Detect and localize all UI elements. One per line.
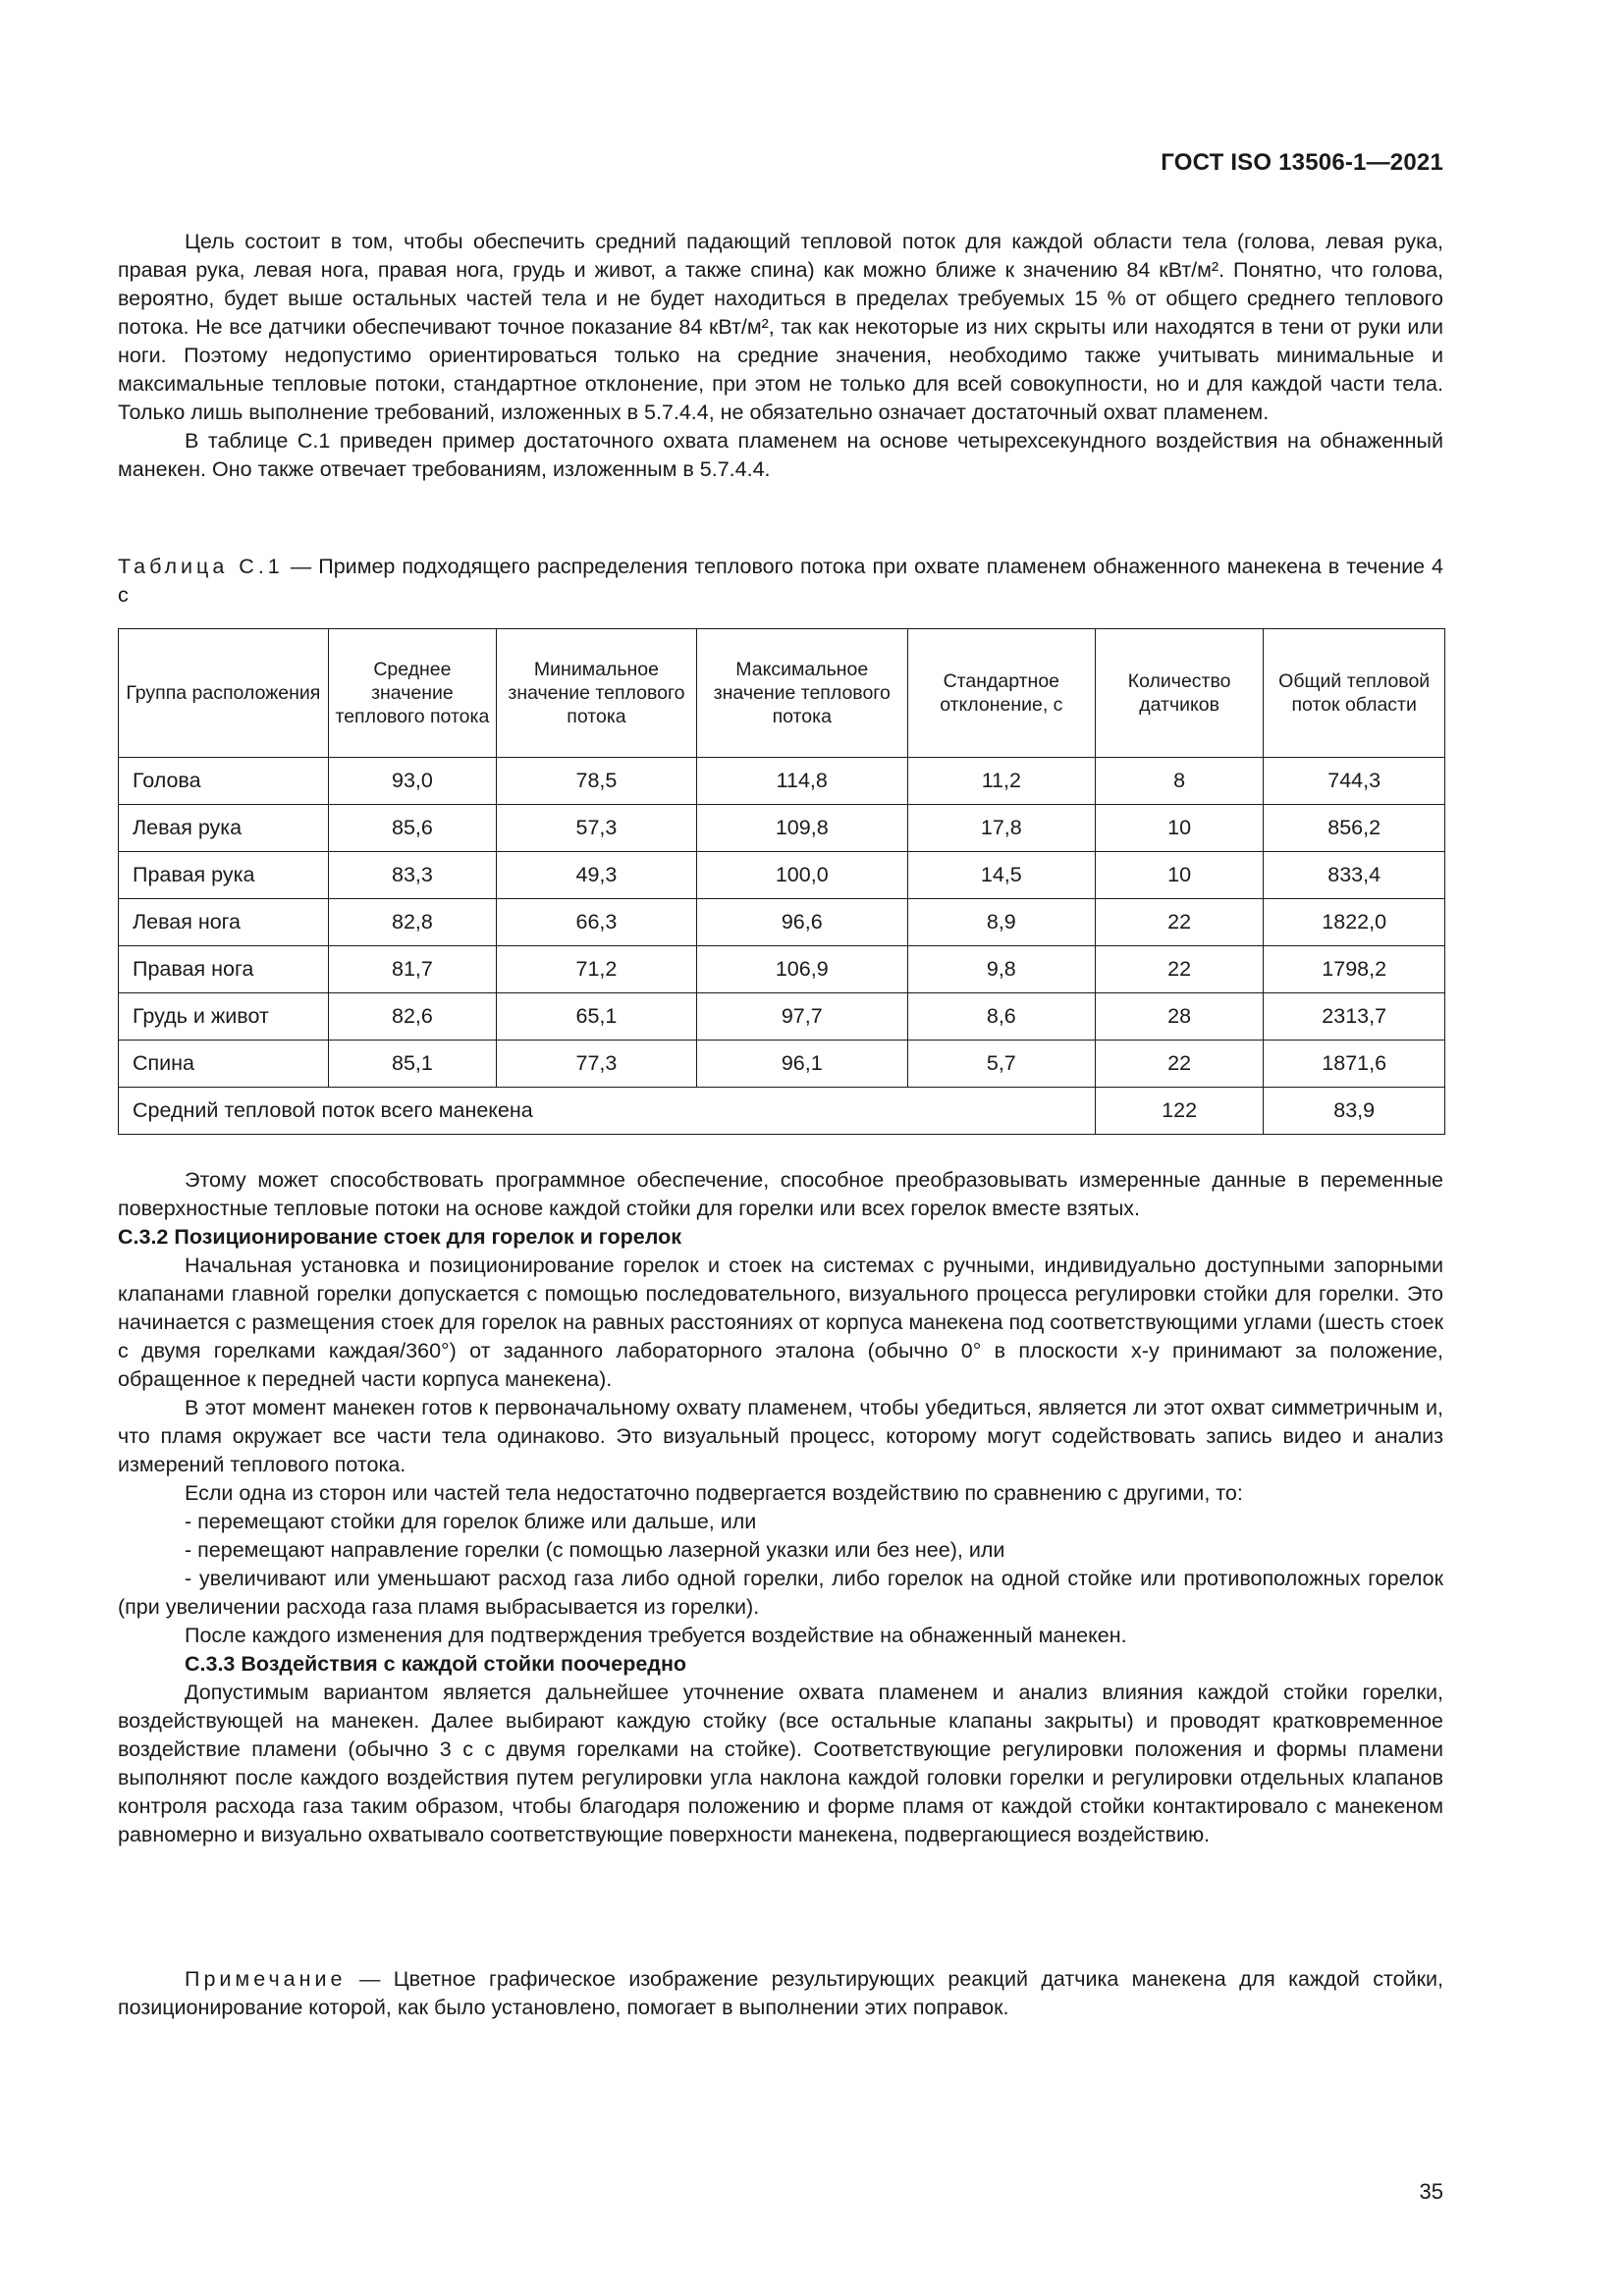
table-cell: 65,1 <box>497 993 697 1041</box>
list-item: - увеличивают или уменьшают расход газа либо одной горелки, либо горелок на одной стойке или противоположных горелок (при увеличении расхода газа пламя выбрасывается из горелки). <box>118 1567 1443 1619</box>
table-cell: Голова <box>119 758 329 805</box>
list-item: - перемещают направление горелки (с помощью лазерной указки или без нее), или <box>185 1538 1005 1562</box>
table-cell: 14,5 <box>907 852 1095 899</box>
body-paragraph: Этому может способствовать программное обеспечение, способное преобразовывать измеренные данные в переменные поверхностные тепловые потоки на основе каждой стойки для горелки или всех горелок вместе взятых. <box>118 1168 1443 1220</box>
column-header: Количество датчиков <box>1095 629 1264 758</box>
intro-section <box>118 228 1443 484</box>
column-header: Максимальное значение теплового потока <box>696 629 907 758</box>
table-cell: 114,8 <box>696 758 907 805</box>
table-cell: 22 <box>1095 899 1264 946</box>
total-label-cell: Средний тепловой поток всего манекена <box>119 1088 1096 1135</box>
total-value-cell: 83,9 <box>1264 1088 1445 1135</box>
table-row <box>119 946 1445 993</box>
table-cell: 2313,7 <box>1264 993 1445 1041</box>
table-cell: 22 <box>1095 946 1264 993</box>
note-text: — Цветное графическое изображение результирующих реакций датчика манекена для каждой стойки, позиционирование которой, как было установлено, помогает в выполнении этих поправок. <box>118 1967 1443 2019</box>
table-cell: 28 <box>1095 993 1264 1041</box>
table-cell: 85,1 <box>328 1041 497 1088</box>
table-cell: 22 <box>1095 1041 1264 1088</box>
table-cell: Левая рука <box>119 805 329 852</box>
document-header: ГОСТ ISO 13506-1—2021 <box>1161 149 1443 176</box>
table-cell: 17,8 <box>907 805 1095 852</box>
column-header: Минимальное значение теплового потока <box>497 629 697 758</box>
column-header: Среднее значение теплового потока <box>328 629 497 758</box>
table-row <box>119 805 1445 852</box>
table-cell: Правая нога <box>119 946 329 993</box>
table-cell: 106,9 <box>696 946 907 993</box>
body-paragraph: Допустимым вариантом является дальнейшее уточнение охвата пламенем и анализ влияния каждой стойки горелки, воздействующей на манекен. Далее выбирают каждую стойку (все остальные клапаны закрыты) и проводят кратковременное воздействие пламени (обычно 3 с с двумя горелками на стойке). Соответствующие регулировки положения и формы пламени выполняют после каждого воздействия путем регулировки угла наклона каждой головки горелки и регулировки отдельных клапанов контроля расхода газа таким образом, чтобы благодаря положению и форме пламя от каждой стойки контактировало с манекеном равномерно и визуально охватывало соответствующие поверхности манекена, подвергающиеся воздействию. <box>118 1681 1443 1846</box>
table-cell: 11,2 <box>907 758 1095 805</box>
table-cell: 856,2 <box>1264 805 1445 852</box>
table-row <box>119 1041 1445 1088</box>
table-cell: 82,8 <box>328 899 497 946</box>
table-header-row <box>119 629 1445 758</box>
column-header: Группа расположения <box>119 629 329 758</box>
table-row <box>119 993 1445 1041</box>
table-cell: 93,0 <box>328 758 497 805</box>
table-caption-label: Таблица С.1 <box>118 555 284 578</box>
table-cell: 71,2 <box>497 946 697 993</box>
table-row <box>119 852 1445 899</box>
table-cell: 85,6 <box>328 805 497 852</box>
table-cell: 1871,6 <box>1264 1041 1445 1088</box>
table-cell: Правая рука <box>119 852 329 899</box>
table-cell: 81,7 <box>328 946 497 993</box>
table-row <box>119 899 1445 946</box>
note-label: Примечание <box>185 1967 347 1991</box>
section-heading: С.3.2 Позиционирование стоек для горелок и горелок <box>118 1225 681 1249</box>
body-paragraph: Начальная установка и позиционирование горелок и стоек на системах с ручными, индивидуально доступными запорными клапанами главной горелки допускается с помощью последовательного, визуального процесса регулировки стойки для горелки. Это начинается с размещения стоек для горелок на равных расстояниях от корпуса манекена под соответствующими углами (шесть стоек с двумя горелками каждая/360°) от заданного лабораторного эталона (обычно 0° в плоскости x-y принимают за положение, обращенное к передней части корпуса манекена). <box>118 1254 1443 1391</box>
body-section <box>118 1166 1443 1849</box>
table-cell: 8,9 <box>907 899 1095 946</box>
table-cell: 57,3 <box>497 805 697 852</box>
table-cell: 9,8 <box>907 946 1095 993</box>
table-cell: 96,1 <box>696 1041 907 1088</box>
table-cell: Грудь и живот <box>119 993 329 1041</box>
table-cell: 97,7 <box>696 993 907 1041</box>
table-cell: 66,3 <box>497 899 697 946</box>
note-paragraph <box>118 1965 1443 2022</box>
table-cell: 1822,0 <box>1264 899 1445 946</box>
table-cell: 8 <box>1095 758 1264 805</box>
table-cell: 96,6 <box>696 899 907 946</box>
table-cell: 833,4 <box>1264 852 1445 899</box>
table-cell: 10 <box>1095 805 1264 852</box>
list-item: - перемещают стойки для горелок ближе или дальше, или <box>185 1510 757 1533</box>
intro-paragraph: Цель состоит в том, чтобы обеспечить средний падающий тепловой поток для каждой области тела (голова, левая рука, правая рука, левая нога, правая нога, грудь и живот, а также спина) как можно ближе к значению 84 кВт/м². Понятно, что голова, вероятно, будет выше остальных частей тела и не будет находиться в пределах требуемых 15 % от общего среднего теплового потока. Не все датчики обеспечивают точное показание 84 кВт/м², так как некоторые из них скрыты или находятся в тени от руки или ноги. Поэтому недопустимо ориентироваться только на средние значения, необходимо также учитывать минимальные и максимальные тепловые потоки, стандартное отклонение, при этом не только для всей совокупности, но и для каждой части тела. Только лишь выполнение требований, изложенных в 5.7.4.4, не обязательно означает достаточный охват пламенем. <box>118 230 1443 424</box>
table-cell: 5,7 <box>907 1041 1095 1088</box>
body-paragraph: После каждого изменения для подтверждения требуется воздействие на обнаженный манекен. <box>185 1624 1127 1647</box>
table-cell: Спина <box>119 1041 329 1088</box>
table-cell: 77,3 <box>497 1041 697 1088</box>
column-header: Стандартное отклонение, с <box>907 629 1095 758</box>
table-cell: 109,8 <box>696 805 907 852</box>
table-total-row <box>119 1088 1445 1135</box>
total-sensors-cell: 122 <box>1095 1088 1264 1135</box>
table-cell: 744,3 <box>1264 758 1445 805</box>
table-cell: 10 <box>1095 852 1264 899</box>
page-number: 35 <box>1419 2179 1443 2204</box>
heat-flux-table <box>118 628 1445 1135</box>
table-caption <box>118 553 1443 610</box>
table-cell: 78,5 <box>497 758 697 805</box>
column-header: Общий тепловой поток области <box>1264 629 1445 758</box>
section-heading: С.3.3 Воздействия с каждой стойки поочередно <box>185 1652 687 1676</box>
intro-paragraph: В таблице С.1 приведен пример достаточного охвата пламенем на основе четырехсекундного воздействия на обнаженный манекен. Оно также отвечает требованиям, изложенным в 5.7.4.4. <box>118 429 1443 481</box>
table-cell: 1798,2 <box>1264 946 1445 993</box>
table-cell: Левая нога <box>119 899 329 946</box>
table-cell: 83,3 <box>328 852 497 899</box>
note-section <box>118 1965 1443 2022</box>
table-caption-text: — Пример подходящего распределения теплового потока при охвате пламенем обнаженного манекена в течение 4 с <box>118 555 1443 607</box>
table-cell: 8,6 <box>907 993 1095 1041</box>
body-paragraph: Если одна из сторон или частей тела недостаточно подвергается воздействию по сравнению с другими, то: <box>185 1481 1243 1505</box>
table-cell: 82,6 <box>328 993 497 1041</box>
table-cell: 49,3 <box>497 852 697 899</box>
table-cell: 100,0 <box>696 852 907 899</box>
body-paragraph: В этот момент манекен готов к первоначальному охвату пламенем, чтобы убедиться, является ли этот охват симметричным и, что пламя окружает все части тела одинаково. Это визуальный процесс, которому могут содействовать запись видео и анализ измерений теплового потока. <box>118 1396 1443 1476</box>
table-row <box>119 758 1445 805</box>
